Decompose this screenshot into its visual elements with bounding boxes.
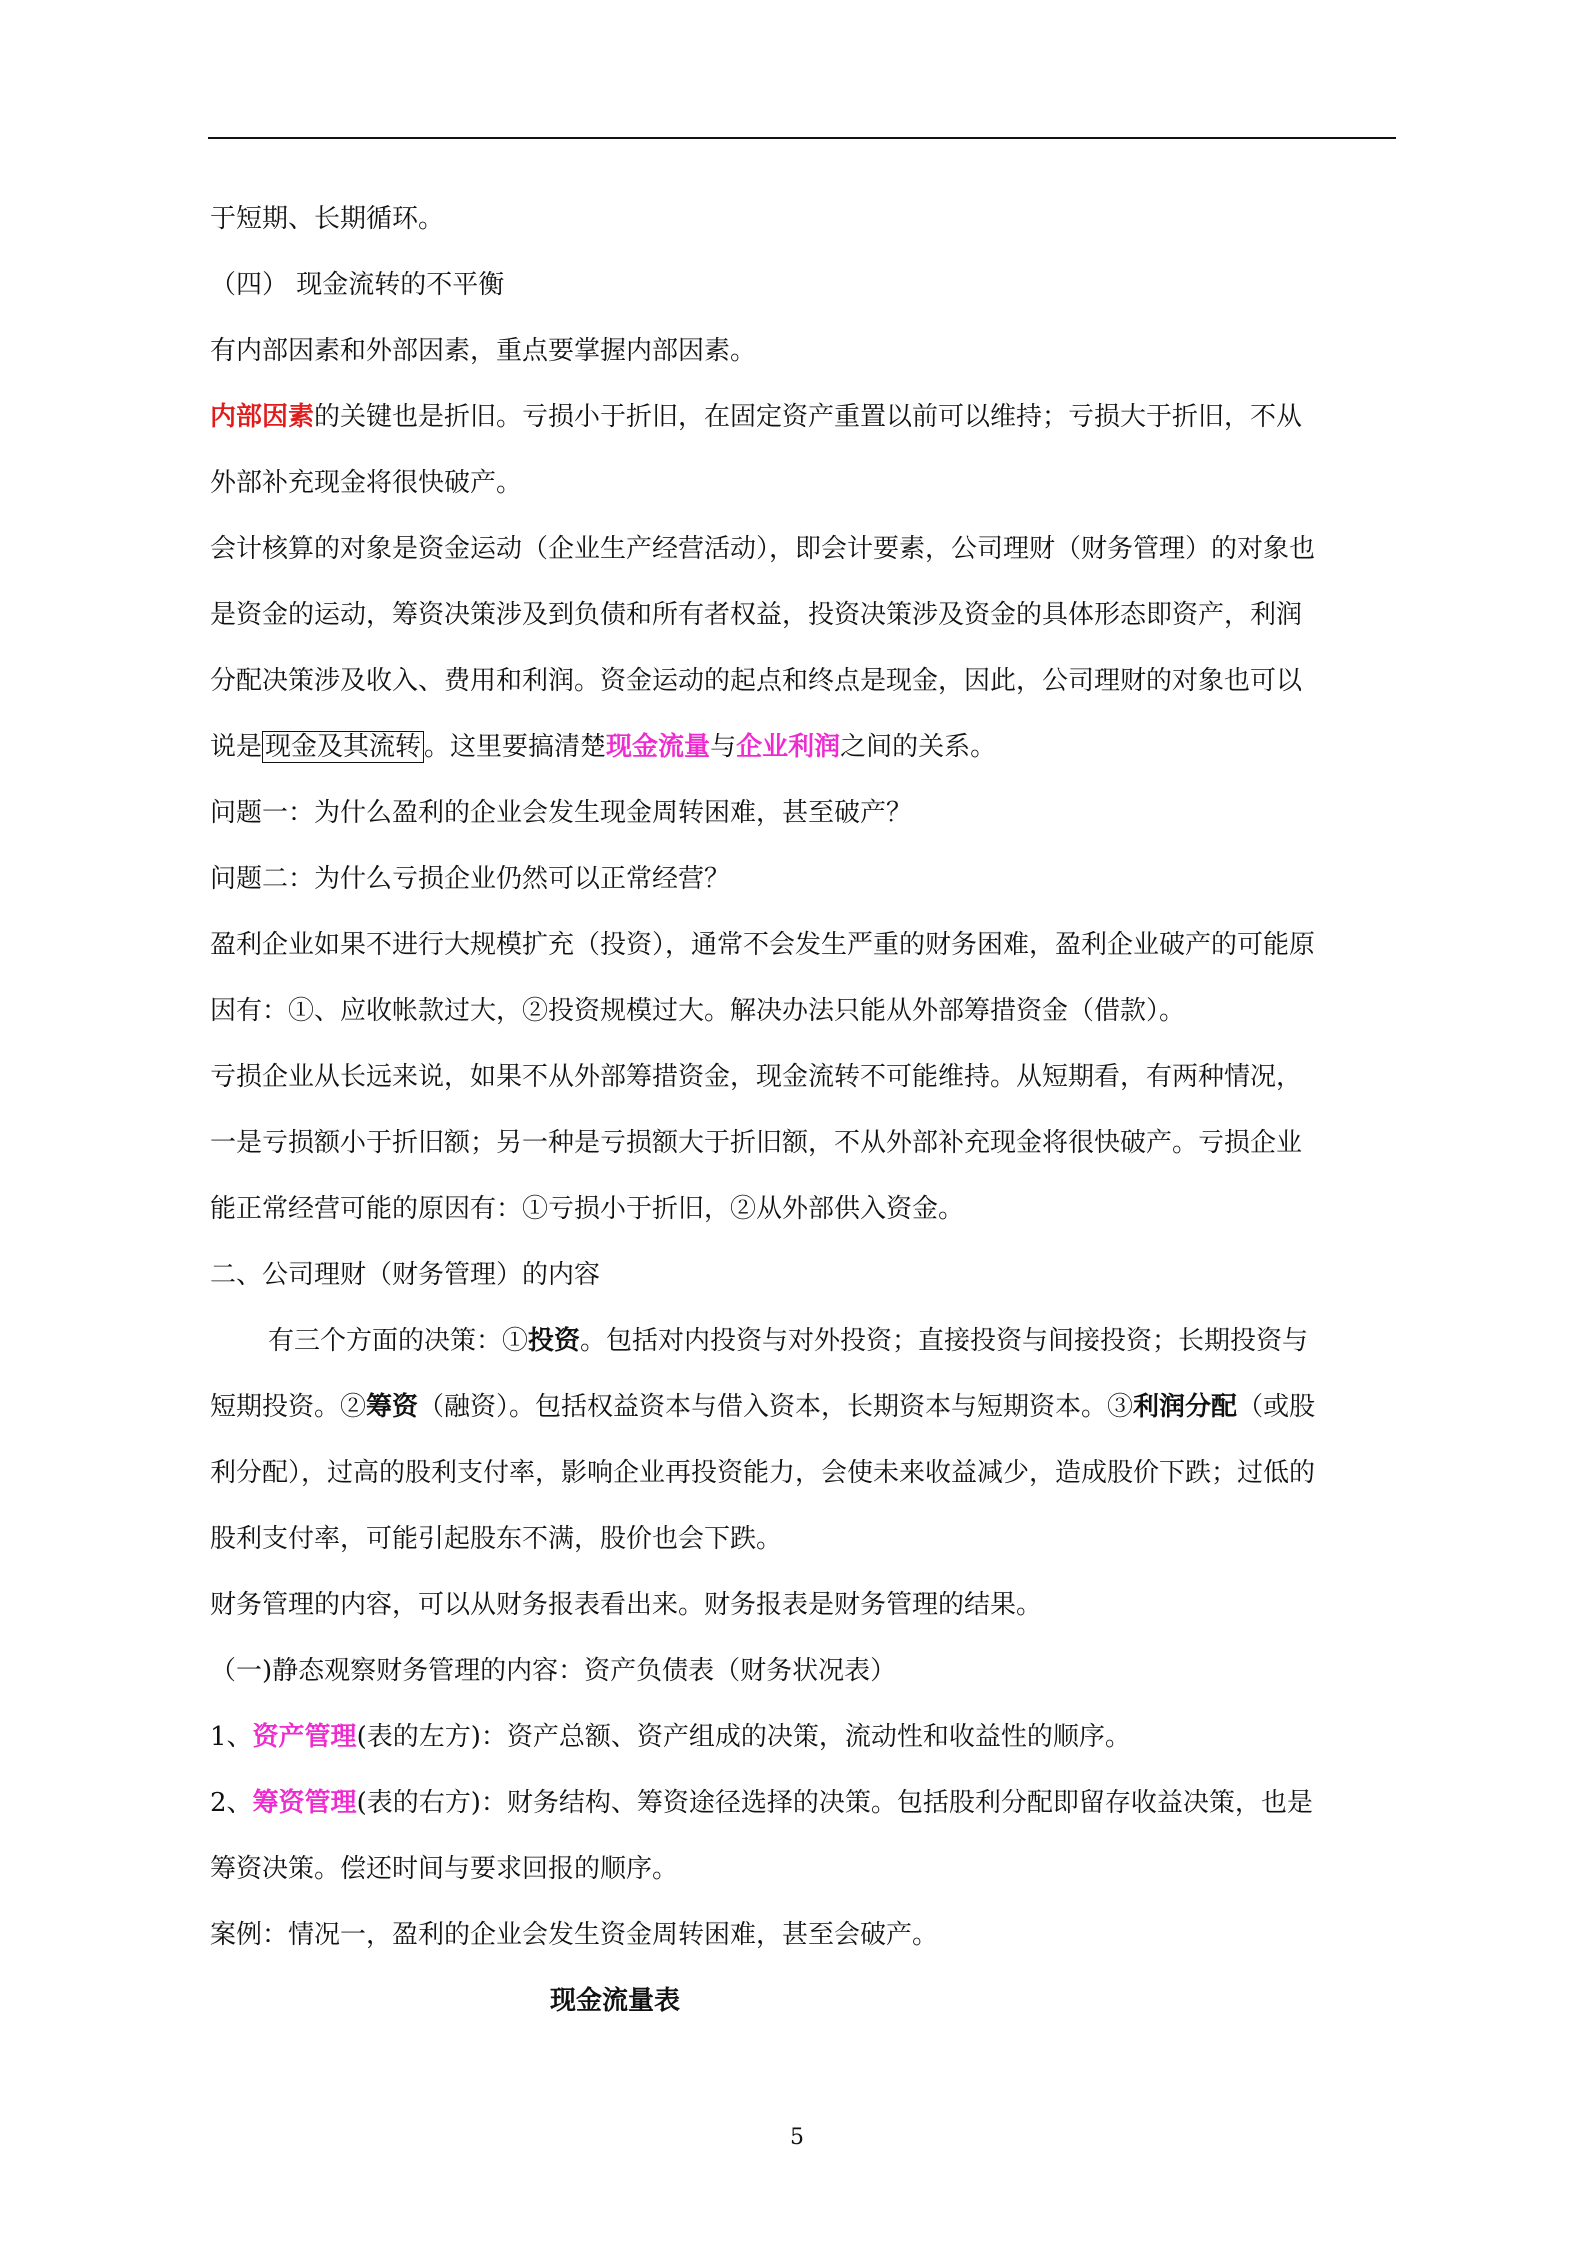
paragraph-line [210,1388,1395,1454]
paragraph-line: 有内部因素和外部因素，重点要掌握内部因素。 [210,336,757,366]
text-run: (表的右方)：财务结构、筹资途径选择的决策。包括股利分配即留存收益决策，也是 [356,1788,1313,1818]
text-run: 短期投资。② [210,1392,367,1422]
paragraph-line: 能正常经营可能的原因有：①亏损小于折旧，②从外部供入资金。 [210,1194,965,1224]
text-run: 之间的关系。 [840,732,997,762]
highlight-financing-management: 筹资管理 [252,1788,357,1818]
subsection-heading-1: （一)静态观察财务管理的内容：资产负债表（财务状况表） [210,1656,897,1686]
section-heading-4: （四） 现金流转的不平衡 [210,270,505,300]
text-run: 与 [710,732,737,762]
text-run: 的关键也是折旧。亏损小于折旧，在固定资产重置以前可以维持；亏损大于折旧，不从 [314,402,1303,432]
paragraph-line: 于短期、长期循环。 [210,204,445,234]
paragraph-line: 股利支付率，可能引起股东不满，股价也会下跌。 [210,1524,783,1554]
paragraph-line [210,398,1395,464]
page-number: 5 [790,2125,804,2150]
highlight-internal-factors: 内部因素 [210,402,315,432]
question-two: 问题二：为什么亏损企业仍然可以正常经营？ [210,864,731,894]
paragraph-line: 亏损企业从长远来说，如果不从外部筹措资金，现金流转不可能维持。从短期看，有两种情况， [210,1062,1303,1092]
bold-profit-distribution: 利润分配 [1133,1392,1238,1422]
paragraph-line: 利分配），过高的股利支付率，影响企业再投资能力，会使未来收益减少，造成股价下跌；过低的 [210,1458,1316,1488]
paragraph-line: 会计核算的对象是资金运动（企业生产经营活动），即会计要素，公司理财（财务管理）的对象也 [210,534,1316,564]
bold-financing: 筹资 [366,1392,419,1422]
section-heading-2: 二、公司理财（财务管理）的内容 [210,1260,601,1290]
bold-investment: 投资 [528,1326,581,1356]
text-run: 说是 [210,732,263,762]
list-number: 1、 [210,1722,253,1752]
list-number: 2、 [210,1788,253,1818]
text-run: 。包括对内投资与对外投资；直接投资与间接投资；长期投资与 [580,1326,1309,1356]
paragraph-line: 是资金的运动，筹资决策涉及到负债和所有者权益，投资决策涉及资金的具体形态即资产，利润 [210,600,1303,630]
paragraph-line: 分配决策涉及收入、费用和利润。资金运动的起点和终点是现金，因此，公司理财的对象也可以 [210,666,1303,696]
cash-flow-statement-title: 现金流量表 [550,1986,681,2016]
list-item [210,1784,1395,1850]
question-one: 问题一：为什么盈利的企业会发生现金周转困难，甚至破产？ [210,798,913,828]
highlight-asset-management: 资产管理 [252,1722,357,1752]
text-run: 。这里要搞清楚 [424,732,607,762]
boxed-term-cash-flow: 现金及其流转 [262,731,424,763]
paragraph-line: 筹资决策。偿还时间与要求回报的顺序。 [210,1854,679,1884]
header-rule [208,137,1396,139]
highlight-enterprise-profit: 企业利润 [736,732,841,762]
text-run: （或股 [1237,1392,1316,1422]
paragraph-line: 盈利企业如果不进行大规模扩充（投资），通常不会发生严重的财务困难，盈利企业破产的可能原 [210,930,1316,960]
highlight-cash-flow: 现金流量 [606,732,711,762]
paragraph-line: 外部补充现金将很快破产。 [210,468,523,498]
paragraph-line [210,1322,1395,1388]
document-body [210,200,1395,2048]
text-run: （融资）。包括权益资本与借入资本，长期资本与短期资本。③ [418,1392,1134,1422]
list-item [210,1718,1395,1784]
text-run: (表的左方)：资产总额、资产组成的决策，流动性和收益性的顺序。 [356,1722,1131,1752]
paragraph-line: 一是亏损额小于折旧额；另一种是亏损额大于折旧额，不从外部补充现金将很快破产。亏损企业 [210,1128,1303,1158]
paragraph-line [210,728,1395,794]
paragraph-line: 财务管理的内容，可以从财务报表看出来。财务报表是财务管理的结果。 [210,1590,1043,1620]
text-run: 有三个方面的决策：① [268,1326,529,1356]
paragraph-line: 因有：①、应收帐款过大，②投资规模过大。解决办法只能从外部筹措资金（借款）。 [210,996,1186,1026]
paragraph-line: 案例：情况一，盈利的企业会发生资金周转困难，甚至会破产。 [210,1920,939,1950]
